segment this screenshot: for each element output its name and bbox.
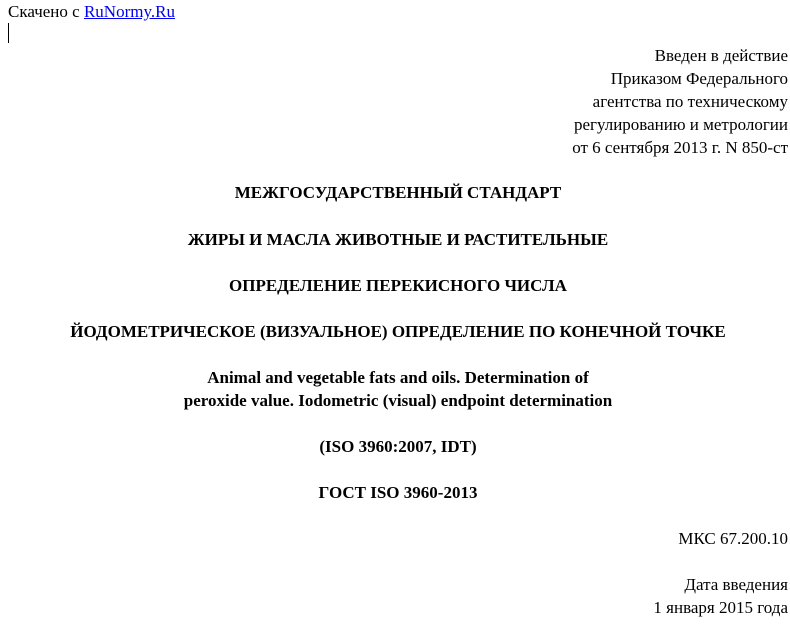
english-title-line-2: peroxide value. Iodometric (visual) endpoint determination (183, 391, 613, 410)
title-line-3: ЙОДОМЕТРИЧЕСКОЕ (ВИЗУАЛЬНОЕ) ОПРЕДЕЛЕНИЕ ПО КОНЕЧНОЙ ТОЧКЕ (70, 322, 726, 341)
standard-type-heading: МЕЖГОСУДАРСТВЕННЫЙ СТАНДАРТ (234, 183, 562, 202)
gost-number: ГОСТ ISO 3960-2013 (318, 483, 478, 502)
enactment-line: от 6 сентября 2013 г. N 850-ст (572, 138, 788, 157)
enactment-block (572, 44, 788, 159)
source-note (8, 0, 175, 23)
introduction-date: 1 января 2015 года (653, 598, 788, 617)
introduction-label: Дата введения (684, 575, 788, 594)
enactment-line: агентства по техническому (592, 92, 788, 111)
enactment-line: регулированию и метрологии (573, 115, 788, 134)
enactment-line: Приказом Федерального (610, 69, 788, 88)
title-line-1: ЖИРЫ И МАСЛА ЖИВОТНЫЕ И РАСТИТЕЛЬНЫЕ (187, 230, 609, 249)
english-title-line-1: Animal and vegetable fats and oils. Determination of (207, 368, 589, 387)
text-cursor (8, 23, 9, 43)
source-prefix: Скачено с (8, 2, 84, 21)
title-line-2: ОПРЕДЕЛЕНИЕ ПЕРЕКИСНОГО ЧИСЛА (229, 276, 567, 295)
enactment-line: Введен в действие (654, 46, 788, 65)
iso-reference: (ISO 3960:2007, IDT) (319, 437, 477, 456)
runormy-link[interactable]: RuNormy.Ru (83, 2, 175, 21)
mks-code: МКС 67.200.10 (678, 529, 788, 548)
